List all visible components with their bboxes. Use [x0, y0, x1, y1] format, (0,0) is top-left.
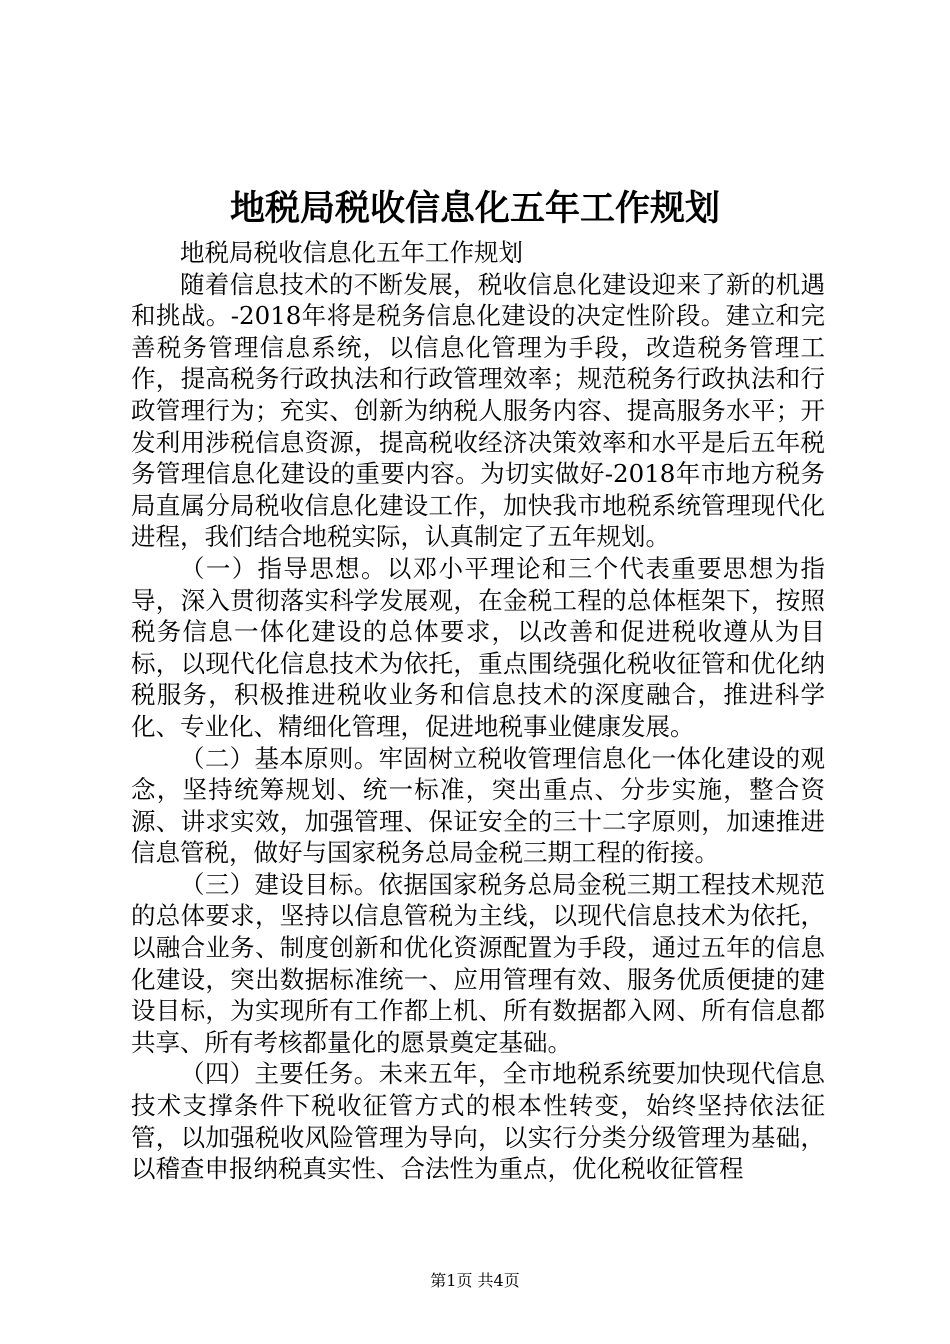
paragraph-main-tasks: （四）主要任务。未来五年，全市地税系统要加快现代信息技术支撑条件下税收征管方式的根本性转变，始终坚持依法征管，以加强税收风险管理为导向，以实行分类分级管理为基础，以稽查申报纳税真实性、合法性为重点，优化税收征管程 [131, 1059, 825, 1184]
paragraph-basic-principles: （二）基本原则。牢固树立税收管理信息化一体化建设的观念，坚持统筹规划、统一标准，突出重点、分步实施，整合资源、讲求实效，加强管理、保证安全的三十二字原则，加速推进信息管税，做好与国家税务总局金税三期工程的衔接。 [131, 743, 825, 868]
document-body [131, 237, 825, 1185]
page-number-footer: 第1页 共4页 [430, 1271, 520, 1290]
paragraph-introduction: 随着信息技术的不断发展，税收信息化建设迎来了新的机遇和挑战。-2018年将是税务信息化建设的决定性阶段。建立和完善税务管理信息系统，以信息化管理为手段，改造税务管理工作，提高税务行政执法和行政管理效率；规范税务行政执法和行政管理行为；充实、创新为纳税人服务内容、提高服务水平；开发利用涉税信息资源，提高税收经济决策效率和水平是后五年税务管理信息化建设的重要内容。为切实做好-2018年市地方税务局直属分局税收信息化建设工作，加快我市地税系统管理现代化进程，我们结合地税实际，认真制定了五年规划。 [131, 269, 825, 552]
document-title: 地税局税收信息化五年工作规划 [229, 188, 720, 229]
paragraph-construction-goals: （三）建设目标。依据国家税务总局金税三期工程技术规范的总体要求，坚持以信息管税为主线，以现代信息技术为依托，以融合业务、制度创新和优化资源配置为手段，通过五年的信息化建设，突出数据标准统一、应用管理有效、服务优质便捷的建设目标，为实现所有工作都上机、所有数据都入网、所有信息都共享、所有考核都量化的愿景奠定基础。 [131, 869, 825, 1057]
paragraph-subtitle: 地税局税收信息化五年工作规划 [180, 238, 523, 267]
paragraph-guiding-ideology: （一）指导思想。以邓小平理论和三个代表重要思想为指导，深入贯彻落实科学发展观，在金税工程的总体框架下，按照税务信息一体化建设的总体要求，以改善和促进税收遵从为目标，以现代化信息技术为依托，重点围绕强化税收征管和优化纳税服务，积极推进税收业务和信息技术的深度融合，推进科学化、专业化、精细化管理，促进地税事业健康发展。 [131, 553, 825, 741]
